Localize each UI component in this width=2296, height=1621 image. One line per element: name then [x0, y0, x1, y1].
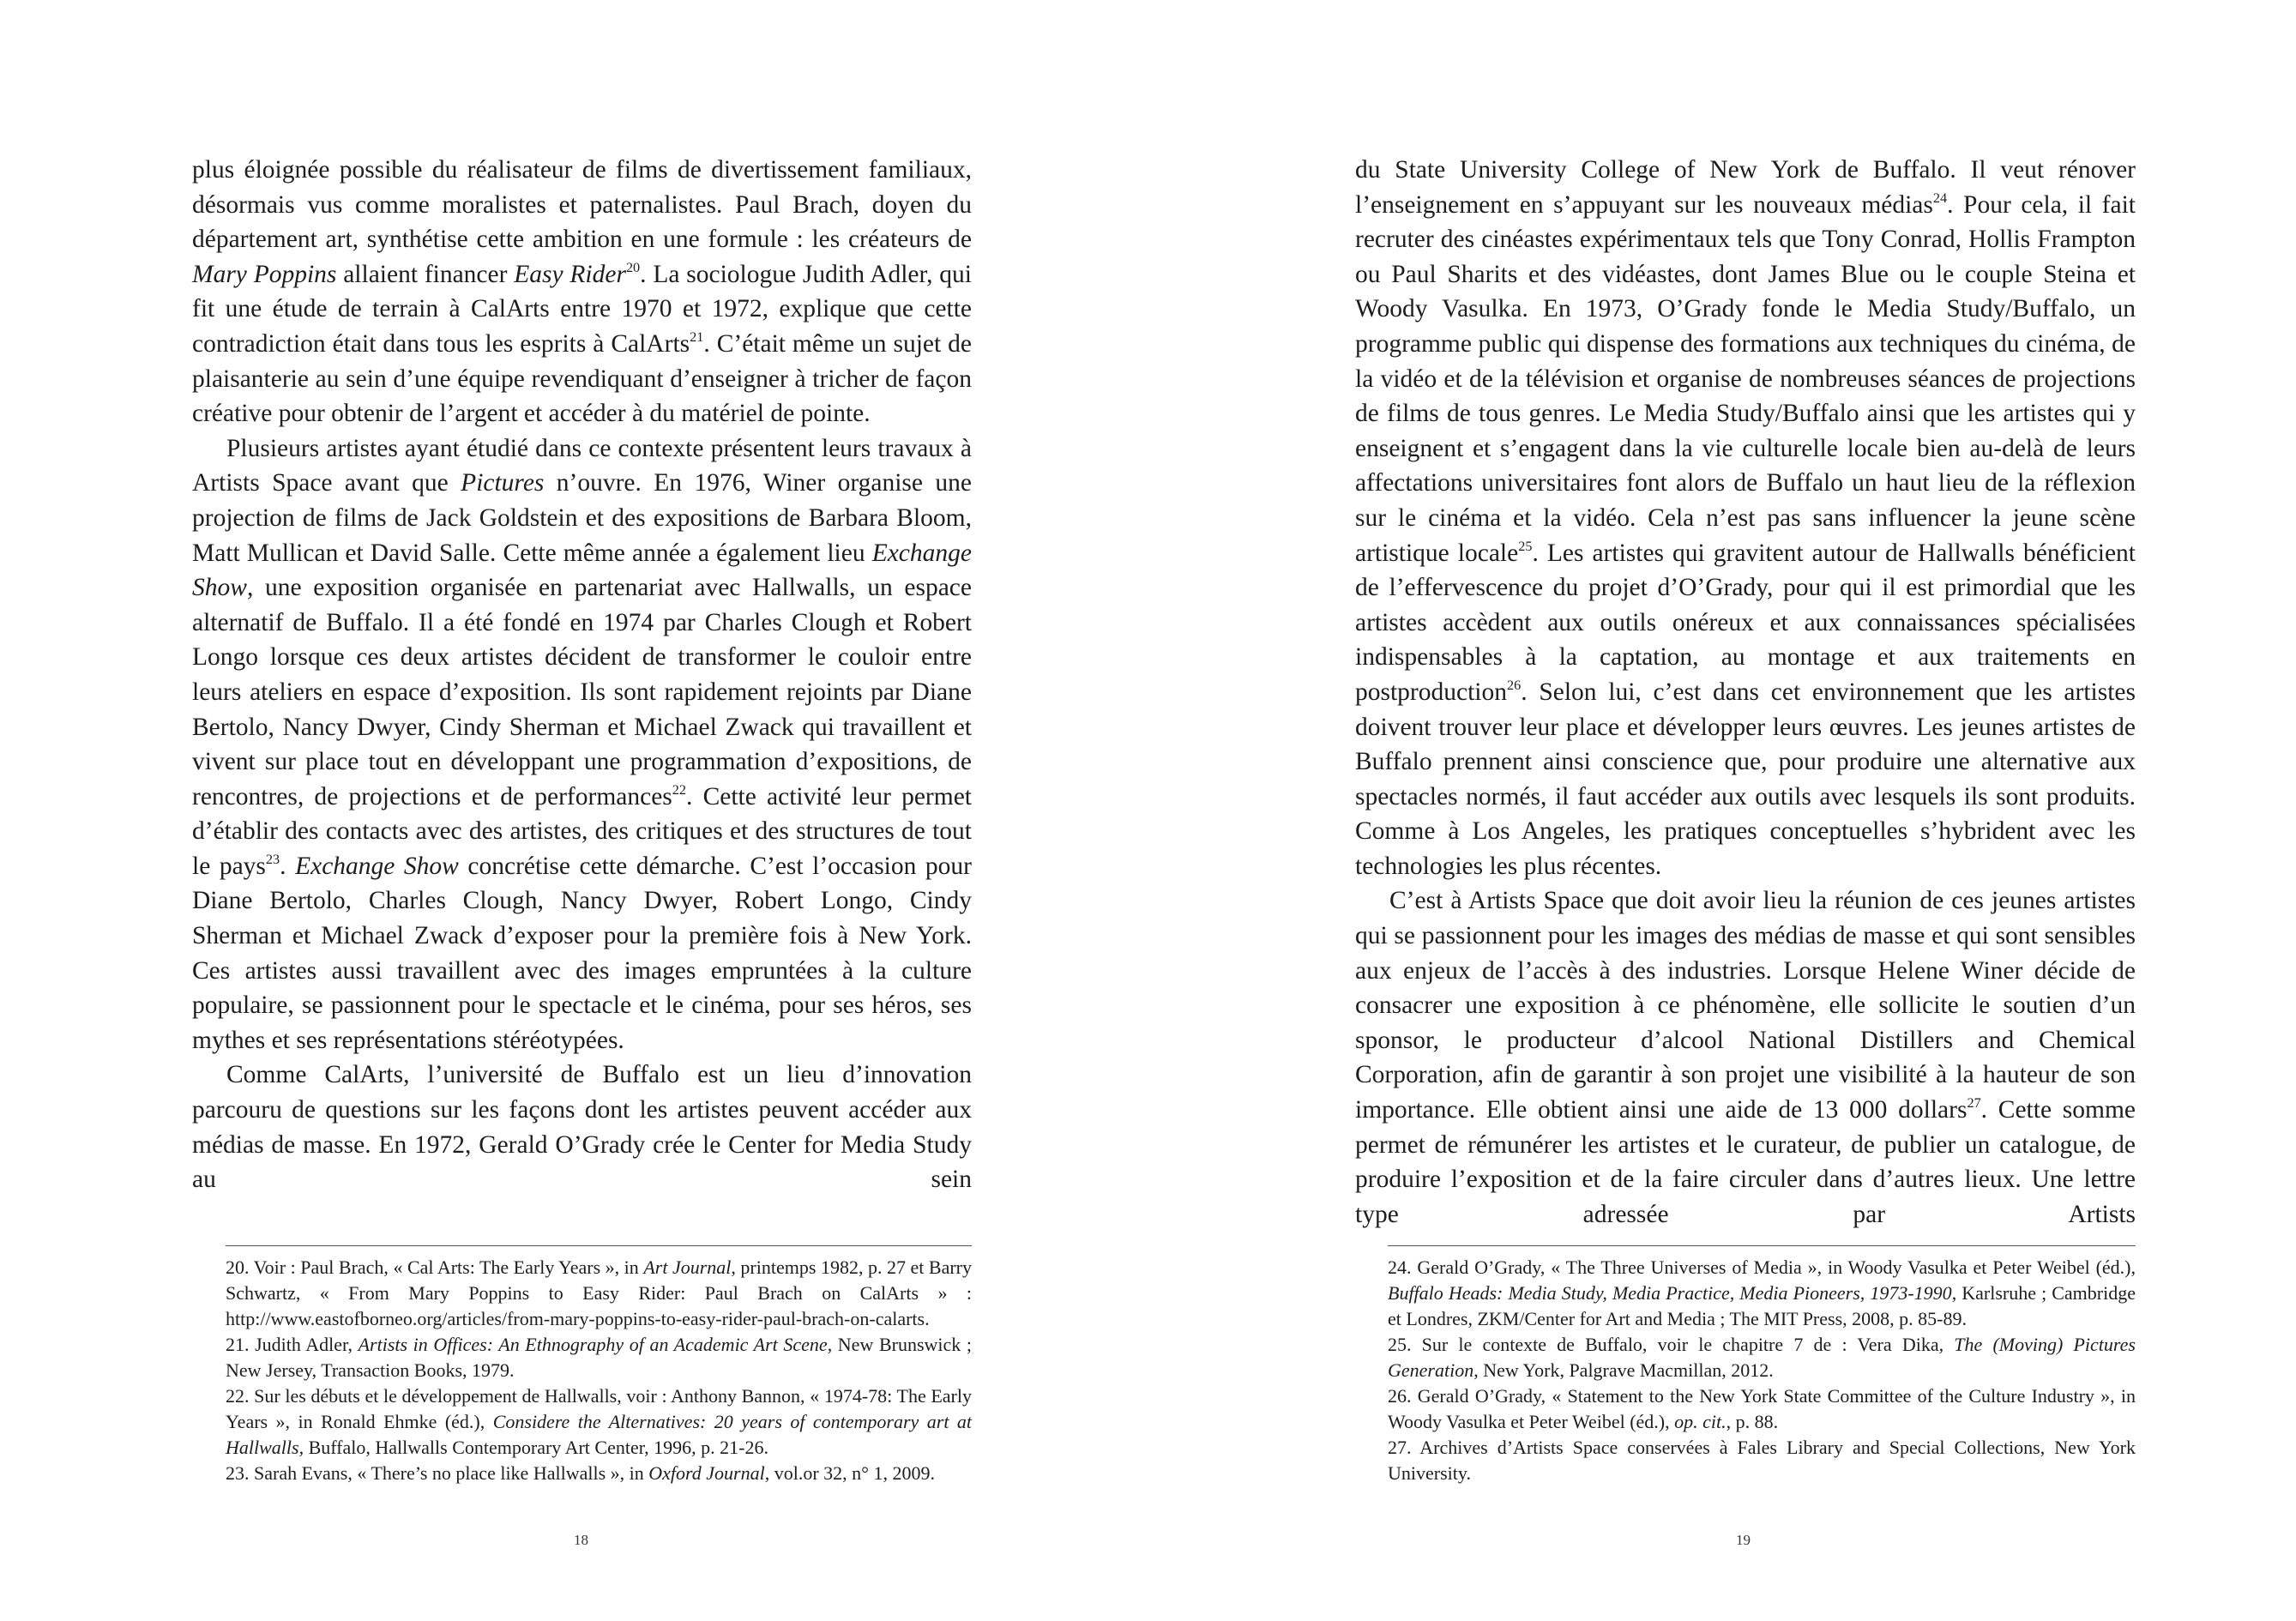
- footnote: [1388, 1332, 2136, 1383]
- italic-title: Buffalo Heads: Media Study, Media Practice, Media Pioneers, 1973-1990: [1388, 1282, 1952, 1304]
- footnote-ref: 24: [1932, 190, 1948, 206]
- text-run: 27. Archives d’Artists Space conservées à Fales Library and Special Collections, New York University.: [1388, 1437, 2136, 1484]
- right-page-footnotes: [1388, 1245, 2136, 1486]
- text-run: Plusieurs artistes ayant étudié dans ce contexte présentent leurs travaux à Artists Space avant que: [192, 434, 972, 497]
- text-run: , une exposition organisée en partenariat avec Hallwalls, un espace alternatif de Buffalo. Il a été fondé en 1974 par Charles Clough et Robert Longo lorsque ces deux artistes décident de transformer le couloir entre leurs ateliers en espace d’exposition. Ils sont rapidement rejoints par Diane Bertolo, Nancy Dwyer, Cindy Sherman et Michael Zwack qui travaillent et vivent sur place tout en développant une programmation d’expositions, de rencontres, de projections et de performances: [192, 574, 972, 810]
- text-run: . C’était même un sujet de plaisanterie au sein d’une équipe revendiquant d’enseigner à tricher de façon créative pour obtenir de l’argent et accéder à du matériel de pointe.: [192, 329, 972, 428]
- footnote-ref: 26: [1507, 677, 1522, 693]
- footnote-ref: 25: [1518, 538, 1533, 554]
- footnote-ref: 27: [1967, 1094, 1981, 1111]
- text-run: . La sociologue Judith Adler, qui fit une étude de terrain à CalArts entre 1970 et 1972, explique que cette contradiction était dans tous les esprits à CalArts: [192, 260, 972, 358]
- paragraph: [1355, 153, 2136, 883]
- left-page-footnotes: [226, 1245, 972, 1486]
- text-run: . Cette somme permet de rémunérer les artistes et le curateur, de publier un catalogue, de produire l’exposition et de la faire circuler dans d’autres lieux. Une lettre type adressée par Artists: [1355, 1096, 2136, 1228]
- text-run: , p. 88.: [1726, 1411, 1779, 1432]
- footnote: [1388, 1383, 2136, 1435]
- text-run: 22. Sur les débuts et le développement de Hallwalls, voir : Anthony Bannon, « 1974-78: The Early Years », in Ronald Ehmke (éd.),: [226, 1385, 972, 1432]
- text-run: , New York, Palgrave Macmillan, 2012.: [1473, 1359, 1774, 1381]
- italic-title: Easy Rider: [514, 260, 626, 288]
- italic-title: Art Journal: [643, 1256, 732, 1278]
- italic-title: Mary Poppins: [192, 260, 337, 288]
- text-run: Comme CalArts, l’université de Buffalo est un lieu d’innovation parcouru de questions sur les façons dont les artistes peuvent accéder aux médias de masse. En 1972, Gerald O’Grady crée le Center for Media Study au sein: [192, 1061, 972, 1194]
- italic-title: The (Moving) Pictures Generation: [1388, 1334, 2136, 1381]
- footnote: [226, 1383, 972, 1461]
- footnote: [226, 1255, 972, 1332]
- footnote: [1388, 1255, 2136, 1332]
- text-run: 25. Sur le contexte de Buffalo, voir le chapitre 7 de : Vera Dika,: [1388, 1334, 1955, 1355]
- text-run: allaient financer: [336, 260, 515, 288]
- paragraph: [192, 1058, 972, 1196]
- italic-title: Considere the Alternatives: 20 years of contemporary art at Hallwalls: [226, 1411, 973, 1458]
- text-run: . Pour cela, il fait recruter des cinéastes expérimentaux tels que Tony Conrad, Hollis Frampton ou Paul Sharits et des vidéastes, dont James Blue ou le couple Steina et Woody Vasulka. En 1973, O’Grady fonde le Media Study/Buffalo, un programme public qui dispense des formations aux techniques du cinéma, de la vidéo et de la télévision et organise de nombreuses séances de projections de films de tous genres. Le Media Study/Buffalo ainsi que les artistes qui y enseignent et s’engagent dans la vie culturelle locale bien au-delà de leurs affectations universitaires font alors de Buffalo un haut lieu de la réflexion sur le cinéma et la vidéo. Cela n’est pas sans influencer la jeune scène artistique locale: [1355, 190, 2136, 567]
- text-run: , vol.or 32, n° 1, 2009.: [764, 1462, 935, 1484]
- text-run: n’ouvre. En 1976, Winer organise une projection de films de Jack Goldstein et des expositions de Barbara Bloom, Matt Mullican et David Salle. Cette même année a également lieu: [192, 469, 972, 567]
- text-run: , printemps 1982, p. 27 et Barry Schwartz, « From Mary Poppins to Easy Rider: Paul Brach on CalArts » : http://www.eastofborneo.org/articles/from-mary-poppins-to-easy-rider-paul-brach-on-calarts.: [226, 1256, 972, 1329]
- text-run: , New Brunswick ; New Jersey, Transaction Books, 1979.: [226, 1334, 972, 1381]
- page-number-left: 18: [574, 1532, 588, 1548]
- footnote: [226, 1461, 972, 1486]
- text-run: concrétise cette démarche. C’est l’occasion pour Diane Bertolo, Charles Clough, Nancy Dwyer, Robert Longo, Cindy Sherman et Michael Zwack d’exposer pour la première fois à New York. Ces artistes aussi travaillent avec des images empruntées à la culture populaire, se passionnent pour le spectacle et le cinéma, pour ses héros, ses mythes et ses représentations stéréotypées.: [192, 852, 972, 1054]
- footnote-ref: 23: [265, 851, 280, 867]
- footnote-ref: 21: [690, 328, 704, 345]
- text-run: 26. Gerald O’Grady, « Statement to the New York State Committee of the Culture Industry », in Woody Vasulka et Peter Weibel (éd.),: [1388, 1385, 2136, 1432]
- footnote: [226, 1332, 972, 1383]
- text-run: 20. Voir : Paul Brach, « Cal Arts: The Early Years », in: [226, 1256, 644, 1278]
- text-run: du State University College of New York de Buffalo. Il veut rénover l’enseignement en s’appuyant sur les nouveaux médias: [1355, 156, 2136, 219]
- footnote-ref: 20: [625, 259, 641, 275]
- text-run: 24. Gerald O’Grady, « The Three Universes of Media », in Woody Vasulka et Peter Weibel (éd.),: [1388, 1256, 2136, 1278]
- text-run: . Cette activité leur permet d’établir des contacts avec des artistes, des critiques et des structures de tout le pays: [192, 782, 972, 880]
- page-number-right: 19: [1736, 1532, 1751, 1548]
- paragraph: [192, 153, 972, 431]
- italic-title: op. cit.: [1674, 1411, 1727, 1432]
- text-run: .: [280, 852, 296, 880]
- footnote-ref: 22: [672, 781, 686, 798]
- text-run: 21. Judith Adler,: [226, 1334, 359, 1355]
- footnote: [1388, 1435, 2136, 1486]
- text-run: 23. Sarah Evans, « There’s no place like Hallwalls », in: [226, 1462, 649, 1484]
- text-run: , Karlsruhe ; Cambridge et Londres, ZKM/Center for Art and Media ; The MIT Press, 2008, p. 85-89.: [1388, 1282, 2136, 1329]
- italic-title: Artists in Offices: An Ethnography of an Academic Art Scene: [358, 1334, 828, 1355]
- left-page-body: [192, 153, 972, 1197]
- italic-title: Pictures: [461, 469, 545, 497]
- italic-title: Oxford Journal: [648, 1462, 765, 1484]
- right-page-body: [1355, 153, 2136, 1232]
- paragraph: [192, 431, 972, 1058]
- text-run: C’est à Artists Space que doit avoir lieu la réunion de ces jeunes artistes qui se passionnent pour les images des médias de masse et qui sont sensibles aux enjeux de l’accès à des industries. Lorsque Helene Winer décide de consacrer une exposition à ce phénomène, elle sollicite le soutien d’un sponsor, le producteur d’alcool National Distillers and Chemical Corporation, afin de garantir à son projet une visibilité à la hauteur de son importance. Elle obtient ainsi une aide de 13 000 dollars: [1355, 887, 2136, 1124]
- text-run: . Selon lui, c’est dans cet environnement que les artistes doivent trouver leur place et développer leurs œuvres. Les jeunes artistes de Buffalo prennent ainsi conscience que, pour produire une alternative aux spectacles normés, il faut accéder aux outils avec lesquels ils sont produits. Comme à Los Angeles, les pratiques conceptuelles s’hybrident avec les technologies les plus récentes.: [1355, 678, 2136, 880]
- text-run: . Les artistes qui gravitent autour de Hallwalls bénéficient de l’effervescence du projet d’O’Grady, pour qui il est primordial que les artistes accèdent aux outils onéreux et aux connaissances spécialisées indispensables à la captation, au montage et aux traitements en postproduction: [1355, 539, 2136, 706]
- paragraph: [1355, 883, 2136, 1232]
- text-run: plus éloignée possible du réalisateur de films de divertissement familiaux, désormais vus comme moralistes et paternalistes. Paul Brach, doyen du département art, synthétise cette ambition en une formule : les créateurs de: [192, 156, 972, 254]
- italic-title: Exchange Show: [192, 539, 972, 602]
- italic-title: Exchange Show: [295, 852, 459, 880]
- text-run: , Buffalo, Hallwalls Contemporary Art Center, 1996, p. 21-26.: [298, 1437, 768, 1458]
